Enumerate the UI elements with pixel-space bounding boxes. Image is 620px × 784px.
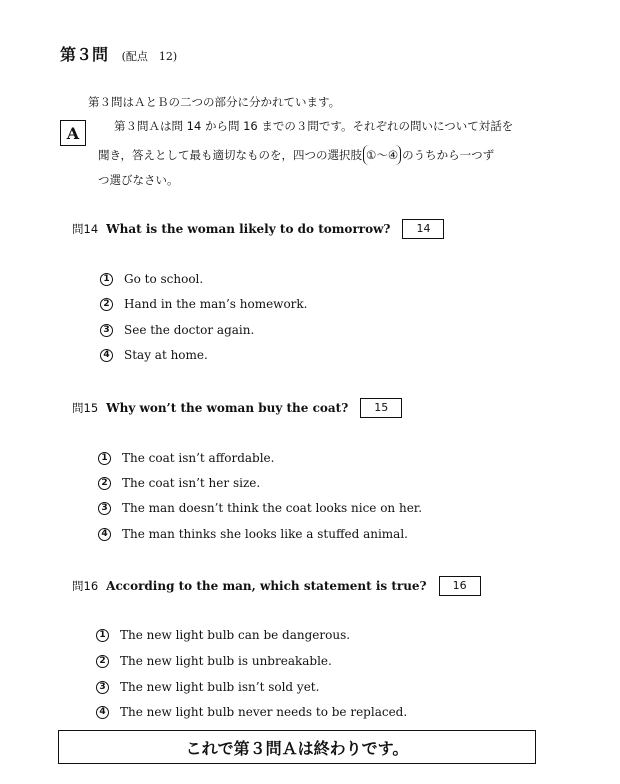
intro-text: 第３問はＡとＢの二つの部分に分かれています。	[88, 95, 341, 109]
option-range: ①～④	[363, 145, 401, 165]
option-text: The man thinks she looks like a stuffed animal.	[122, 527, 408, 541]
question-text: Why won’t the woman buy the coat?	[106, 401, 349, 415]
question-14	[72, 218, 444, 239]
option-mark: 4	[96, 706, 109, 719]
option-text: The coat isn’t her size.	[122, 476, 261, 490]
option-mark: 3	[98, 502, 111, 515]
title-points: (配点 12)	[121, 50, 178, 63]
option-item	[100, 323, 254, 337]
question-number: 問14	[72, 222, 99, 236]
option-mark: 3	[100, 324, 113, 337]
option-item	[98, 476, 260, 490]
end-notice: これで第３問Ａは終わりです。	[58, 730, 536, 764]
question-15	[72, 397, 402, 418]
option-text: Stay at home.	[124, 348, 208, 362]
option-item	[96, 628, 350, 642]
question-text: What is the woman likely to do tomorrow?	[106, 222, 391, 236]
answer-box: 15	[360, 398, 402, 418]
option-item	[96, 680, 319, 694]
option-text: The man doesn’t think the coat looks nice on her.	[122, 501, 423, 515]
option-item	[98, 451, 274, 465]
option-text: The new light bulb is unbreakable.	[120, 654, 332, 668]
instruction-line-2-post: のうちから一つず	[402, 148, 495, 162]
question-number: 問15	[72, 401, 99, 415]
option-item	[96, 654, 332, 668]
question-16	[72, 575, 481, 596]
option-mark: 4	[100, 349, 113, 362]
option-mark: 3	[96, 681, 109, 694]
section-a-label: A	[60, 120, 86, 146]
option-item	[98, 501, 422, 515]
option-text: The coat isn’t affordable.	[122, 451, 275, 465]
option-mark: 2	[98, 477, 111, 490]
option-mark: 2	[96, 655, 109, 668]
option-text: See the doctor again.	[124, 323, 255, 337]
option-text: The new light bulb never needs to be replaced.	[120, 705, 408, 719]
option-item	[100, 297, 308, 311]
option-item	[100, 272, 203, 286]
question-number: 問16	[72, 579, 99, 593]
question-text: According to the man, which statement is true?	[106, 579, 427, 593]
instruction-line-2-pre: 聞き，答えとして最も適切なものを，四つの選択肢	[98, 148, 363, 162]
option-mark: 4	[98, 528, 111, 541]
option-text: The new light bulb can be dangerous.	[120, 628, 351, 642]
option-mark: 1	[96, 629, 109, 642]
instruction-line-3: つ選びなさい。	[98, 173, 179, 187]
option-item	[96, 705, 407, 719]
title-main: 第３問	[60, 45, 109, 64]
option-mark: 2	[100, 298, 113, 311]
instruction-line-1: 第３問Ａは問 14 から問 16 までの３問です。それぞれの問いについて対話を	[114, 119, 514, 133]
answer-box: 16	[439, 576, 481, 596]
option-mark: 1	[98, 452, 111, 465]
option-item	[100, 348, 208, 362]
option-text: Hand in the man’s homework.	[124, 297, 308, 311]
option-text: Go to school.	[124, 272, 204, 286]
answer-box: 14	[402, 219, 444, 239]
option-item	[98, 527, 408, 541]
page-title	[60, 42, 177, 65]
instruction-line-2	[98, 143, 494, 167]
option-text: The new light bulb isn’t sold yet.	[120, 680, 320, 694]
option-mark: 1	[100, 273, 113, 286]
